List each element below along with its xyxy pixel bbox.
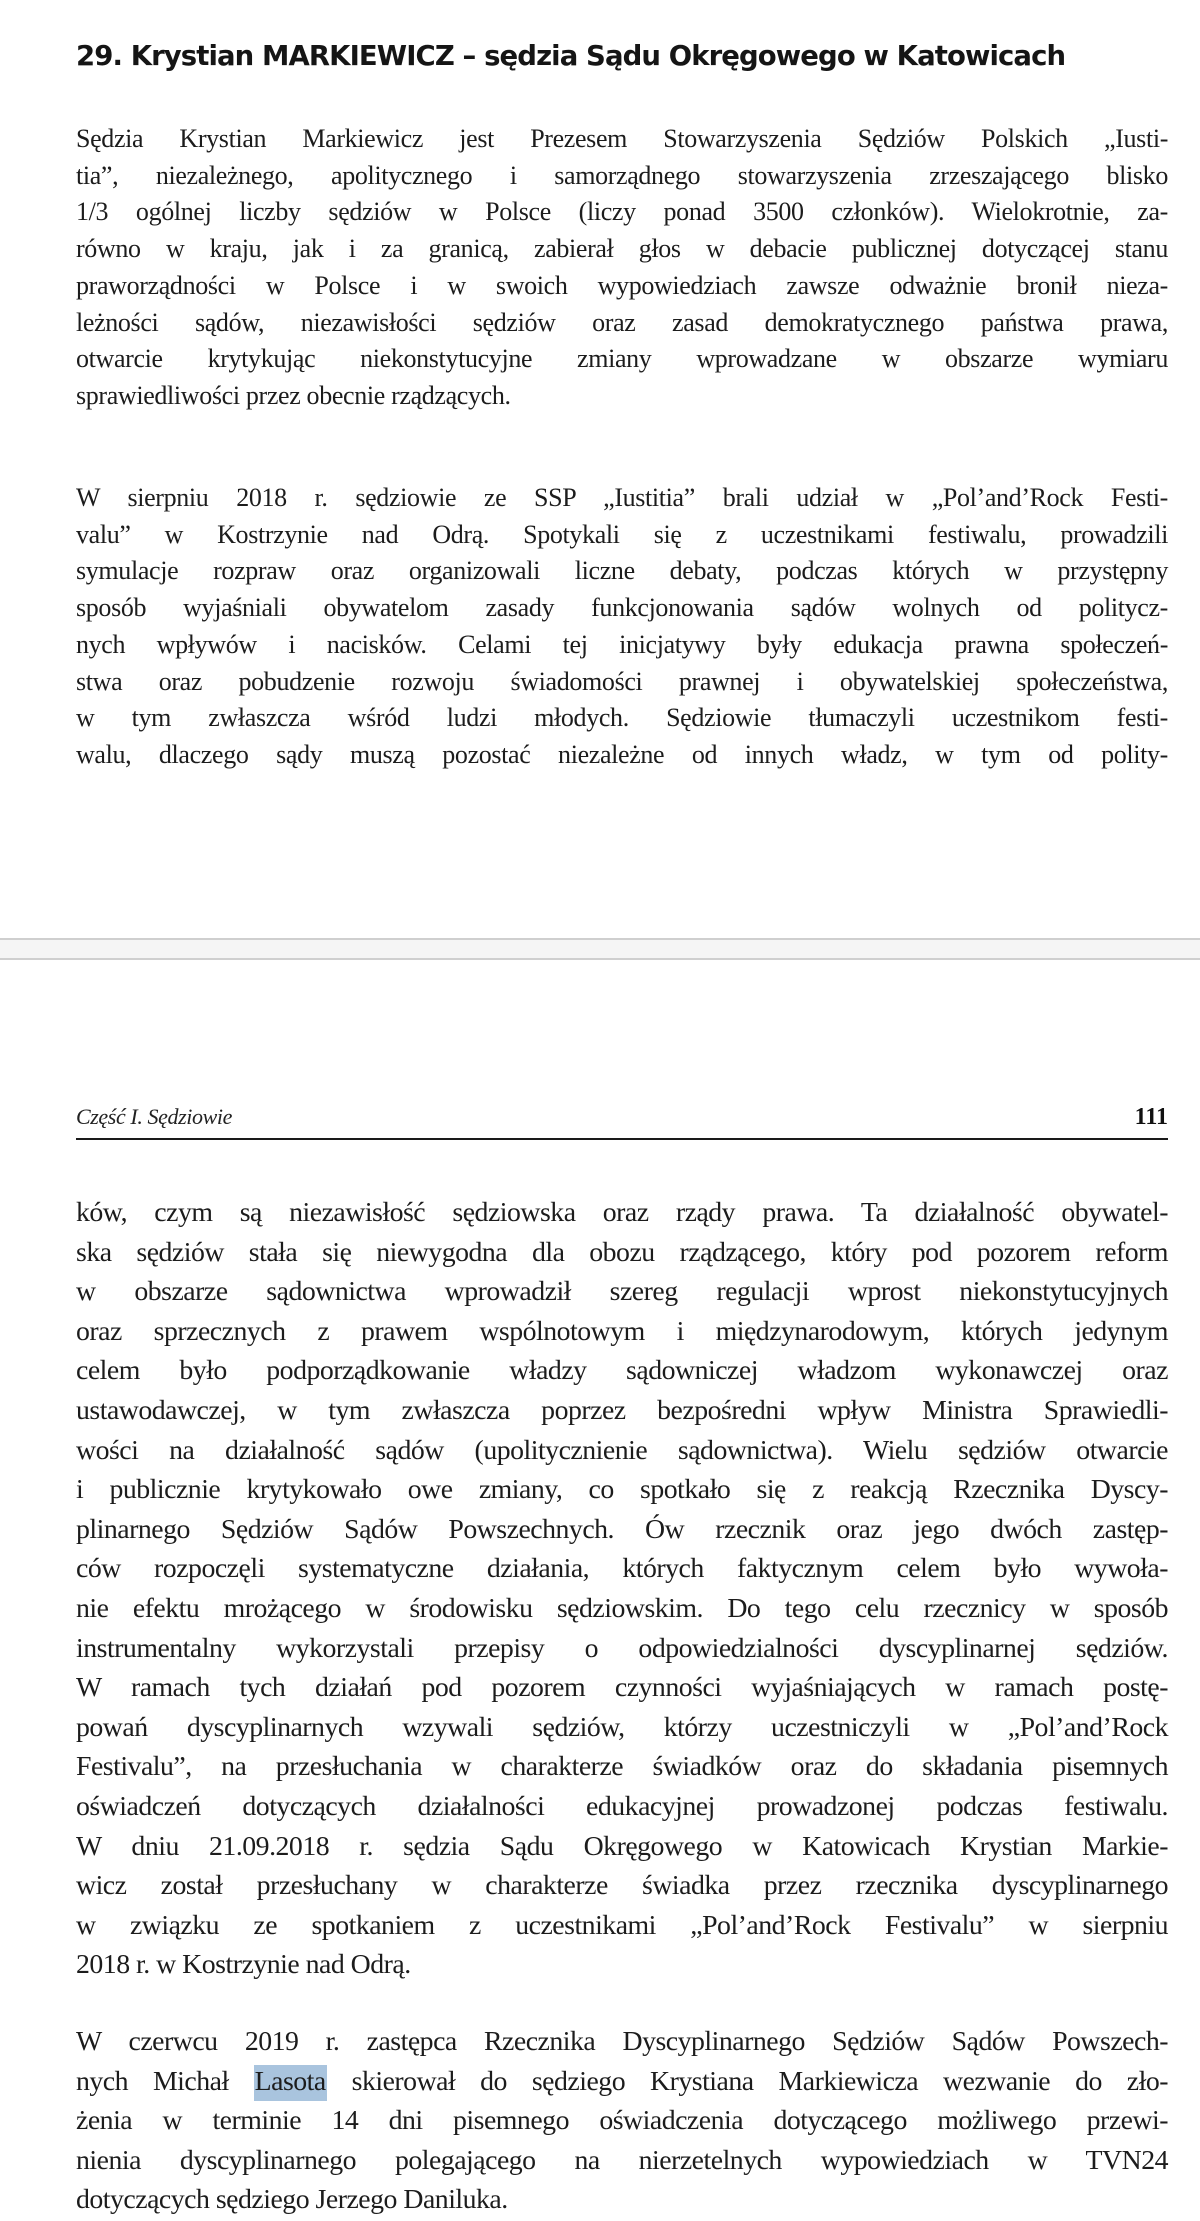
text-line: sprawiedliwości przez obecnie rządzących. <box>76 380 511 410</box>
paragraph-3 <box>76 1193 1168 1985</box>
text-line: praworządności w Polsce i w swoich wypowiedziach zawsze odważnie bronił nieza- <box>76 270 1168 300</box>
text-line: wości na działalność sądów (upolitycznienie sądownictwa). Wielu sędziów otwarcie <box>76 1434 1168 1466</box>
text-line: leżności sądów, niezawisłości sędziów oraz zasad demokratycznego państwa prawa, <box>76 307 1168 337</box>
paragraph-4 <box>76 2022 1168 2220</box>
running-header-title: Część I. Sędziowie <box>76 1104 232 1129</box>
paragraph-1 <box>76 121 1168 415</box>
text-line: ska sędziów stała się niewygodna dla obozu rządzącego, który pod pozorem reform <box>76 1236 1168 1268</box>
text-line: instrumentalny wykorzystali przepisy o odpowiedzialności dyscyplinarnej sędziów. <box>76 1632 1168 1664</box>
text-line: 1/3 ogólnej liczby sędziów w Polsce (liczy ponad 3500 członków). Wielokrotnie, za- <box>76 197 1168 227</box>
text-line: valu” w Kostrzynie nad Odrą. Spotykali się z uczestnikami festiwalu, prowadzili <box>76 519 1168 549</box>
text-run: skierował do sędziego Krystiana Markiewicza wezwanie do zło- <box>326 2065 1169 2097</box>
page-number: 111 <box>1134 1104 1168 1130</box>
text-line: żenia w terminie 14 dni pisemnego oświadczenia dotyczącego możliwego przewi- <box>76 2105 1168 2137</box>
text-line: W ramach tych działań pod pozorem czynności wyjaśniających w ramach postę- <box>76 1672 1168 1704</box>
text-line: tia”, niezależnego, apolitycznego i samorządnego stowarzyszenia zrzeszającego blisko <box>76 160 1168 190</box>
text-line: nych wpływów i nacisków. Celami tej inicjatywy były edukacja prawna społeczeń- <box>76 629 1168 659</box>
text-line: sposób wyjaśniali obywatelom zasady funkcjonowania sądów wolnych od politycz- <box>76 593 1168 623</box>
text-run: nych Michał <box>76 2065 254 2097</box>
text-line: w obszarze sądownictwa wprowadził szereg regulacji wprost niekonstytucyjnych <box>76 1276 1168 1308</box>
page-separator <box>0 938 1200 960</box>
section-title: 29. Krystian MARKIEWICZ – sędzia Sądu Okręgowego w Katowicach <box>76 40 1066 72</box>
text-line: otwarcie krytykując niekonstytucyjne zmiany wprowadzane w obszarze wymiaru <box>76 344 1168 374</box>
text-line: ków, czym są niezawisłość sędziowska oraz rządy prawa. Ta działalność obywatel- <box>76 1197 1168 1228</box>
text-line: i publicznie krytykowało owe zmiany, co spotkało się z reakcją Rzecznika Dyscy- <box>76 1474 1168 1506</box>
text-line: nienia dyscyplinarnego polegającego na nierzetelnych wypowiedziach w TVN24 <box>76 2144 1168 2176</box>
text-line-with-selection <box>76 2062 1168 2102</box>
paragraph-2 <box>76 480 1168 774</box>
text-line: nie efektu mrożącego w środowisku sędziowskim. Do tego celu rzecznicy w sposób <box>76 1592 1168 1624</box>
text-line: W dniu 21.09.2018 r. sędzia Sądu Okręgowego w Katowicach Krystian Markie- <box>76 1830 1168 1862</box>
text-line: celem było podporządkowanie władzy sądowniczej władzom wykonawczej oraz <box>76 1355 1168 1387</box>
text-line: stwa oraz pobudzenie rozwoju świadomości prawnej i obywatelskiej społeczeństwa, <box>76 666 1168 696</box>
pdf-page-1 <box>0 0 1200 938</box>
text-line: w związku ze spotkaniem z uczestnikami „Pol’and’Rock Festivalu” w sierpniu <box>76 1909 1168 1941</box>
text-line: wicz został przesłuchany w charakterze świadka przez rzecznika dyscyplinarnego <box>76 1870 1168 1902</box>
text-line: Sędzia Krystian Markiewicz jest Prezesem Stowarzyszenia Sędziów Polskich „Iusti- <box>76 124 1168 153</box>
running-header <box>76 1100 1168 1140</box>
text-line: równo w kraju, jak i za granicą, zabierał głos w debacie publicznej dotyczącej stanu <box>76 234 1168 264</box>
selected-text-highlight[interactable]: Lasota <box>254 2065 327 2101</box>
text-line: plinarnego Sędziów Sądów Powszechnych. Ów rzecznik oraz jego dwóch zastęp- <box>76 1513 1168 1545</box>
text-line: ców rozpoczęli systematyczne działania, których faktycznym celem było wywoła- <box>76 1553 1168 1585</box>
text-line: w tym zwłaszcza wśród ludzi młodych. Sędziowie tłumaczyli uczestnikom festi- <box>76 703 1168 733</box>
text-line: ustawodawczej, w tym zwłaszcza poprzez bezpośredni wpływ Ministra Sprawiedli- <box>76 1394 1168 1426</box>
text-line: Festivalu”, na przesłuchania w charakterze świadków oraz do składania pisemnych <box>76 1751 1168 1783</box>
header-rule <box>76 1138 1168 1140</box>
text-line: W czerwcu 2019 r. zastępca Rzecznika Dyscyplinarnego Sędziów Sądów Powszech- <box>76 2026 1168 2057</box>
text-line: oświadczeń dotyczących działalności edukacyjnej prowadzonej podczas festiwalu. <box>76 1790 1168 1822</box>
text-line: W sierpniu 2018 r. sędziowie ze SSP „Iustitia” brali udział w „Pol’and’Rock Festi- <box>76 483 1168 512</box>
text-line: symulacje rozpraw oraz organizowali liczne debaty, podczas których w przystępny <box>76 556 1168 586</box>
text-line: powań dyscyplinarnych wzywali sędziów, którzy uczestniczyli w „Pol’and’Rock <box>76 1711 1168 1743</box>
text-line: dotyczących sędziego Jerzego Daniluka. <box>76 2184 508 2216</box>
text-line: oraz sprzecznych z prawem wspólnotowym i międzynarodowym, których jedynym <box>76 1315 1168 1347</box>
text-line: 2018 r. w Kostrzynie nad Odrą. <box>76 1949 411 1981</box>
text-line: walu, dlaczego sądy muszą pozostać niezależne od innych władz, w tym od polity- <box>76 739 1168 769</box>
